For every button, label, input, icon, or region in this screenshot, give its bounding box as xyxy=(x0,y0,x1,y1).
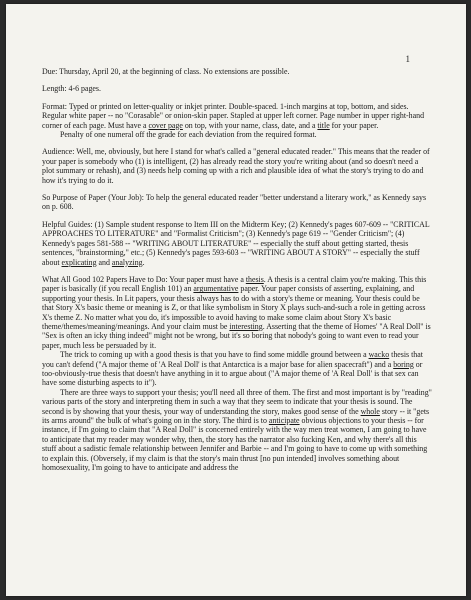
document-page xyxy=(6,4,466,596)
good-text-3: paper. Your paper consists of asserting, explaining, and supporting your thesis. In Lit papers, your thesis always has to do with a story's theme or meaning. Your thesis could be that Story X's basic theme or meaning is Z, or that like symbolism in Story X plays such-and-such a role in getting across X's theme Z. No matter what you do, it's impossible to avoid having to make some claim about Story X's basic theme/themes/meaning/meanings. And your claim must be xyxy=(42,284,426,331)
support-underline-whole: whole xyxy=(360,406,380,416)
good-underline-argumentative: argumentative xyxy=(193,284,239,294)
format-text-2: on top, with your name, class, date, and a xyxy=(182,120,318,130)
due-line: Due: Thursday, April 20, at the beginning of class. No extensions are possible. xyxy=(42,67,290,76)
support-underline-anticipate: anticipate xyxy=(268,416,300,425)
audience-paragraph: Audience: Well, me, obviously, but here I stand for what's called a "general educated reader." This means that the reader of your paper is somebody who (1) is intelligent, (2) has already read the story you're writing about (and so doesn't need a plot summary or rehash), and (3) needs help coming up with a rich and plausible idea of what the story's trying to do and how it's trying to do it. xyxy=(42,147,430,185)
support-text-1: There are three ways to support your thesis; you'll need all three of them. The first and most important is by "reading" various parts of the story and interpreting them in such a way that they seem to indicate that your thesis is sound. The second is by showing that your thesis, your way of understanding the story, makes good sense of the xyxy=(42,387,432,416)
trick-text-2: thesis that you can't defend ("A major theme of 'A Real Doll' is that Antarctica is a major base for alien spacecraft") and a xyxy=(42,350,423,369)
format-text-3: for your paper. xyxy=(329,120,379,130)
document-body xyxy=(42,67,432,472)
trick-underline-wacko: wacko xyxy=(368,350,390,360)
format-underline-cover-page: cover page xyxy=(148,120,183,130)
good-underline-thesis: thesis xyxy=(245,274,264,284)
good-text-2: . A thesis is a central claim you're making. This this paper is basically (if you recall English 101) an xyxy=(42,274,427,294)
good-text-4: . Asserting that the theme of Homes' "A Real Doll" is "Sex is often an icky thing indeed" might not be wrong, but it's so boring that nobody's going to want even to read your paper, much less be persuaded by it. xyxy=(42,321,431,350)
guides-text-3: . xyxy=(142,257,145,267)
trick-underline-boring: boring xyxy=(393,359,414,369)
support-text-2: story -- it "gets its arms around" the bulk of what's going on in the story. The third is to xyxy=(42,406,430,425)
good-papers-paragraph xyxy=(42,275,432,350)
trick-paragraph xyxy=(42,350,432,388)
format-underline-title: title xyxy=(317,120,330,130)
good-text-1: What All Good 102 Papers Have to Do: Your paper must have a xyxy=(42,274,246,284)
trick-text-1: The trick to coming up with a good thesis is that you have to find some middle ground between a xyxy=(60,350,369,360)
page-number: 1 xyxy=(405,54,410,64)
format-paragraph xyxy=(42,102,432,130)
guides-underline-analyzing: analyzing xyxy=(111,257,143,267)
support-paragraph xyxy=(42,388,432,473)
support-text-3: obvious objections to your thesis -- for instance, if I'm going to claim that "A Real Doll" is concerned entirely with the way men treat women, I am going to have to anticipate that my reader may wonder why, then, the story has the narrator also fucking Ken, and why there's all this stuff about a sadistic female relationship between Jennifer and Barbie -- and I'm going to have to come up with something to explain this. (Obversely, if my claim is that the story's main thrust [no pun intended] involves something about homosexuality, I'm going to have to anticipate and address the xyxy=(42,416,428,473)
guides-text-2: and xyxy=(96,257,112,267)
format-text-1: Format: Typed or printed on letter-quality or inkjet printer. Double-spaced. 1-inch margins at top, bottom, and sides. Regular white paper -- no "Corasable" or onion-skin paper. Stapled at upper left corner. Page number in upper right-hand corner of each page. Must have a xyxy=(42,101,425,130)
length-line: Length: 4-6 pages. xyxy=(42,84,101,94)
guides-paragraph xyxy=(42,220,432,267)
guides-text-1: Helpful Guides: (1) Sample student response to Item III on the Midterm Key; (2) Kennedy's pages 607-609 -- "CRITICAL APPROACHES TO LITERATURE" and "Formalist Criticism"; (3) Kennedy's page 619 -- "Gender Criticism"; (4) Kennedy's pages 581-588 -- "WRITING ABOUT LITERATURE" -- especially the stuff about getting started, thesis sentences, "brainstorming," etc.; (5) Kennedy's pages 593-603 -- "WRITING ABOUT A STORY" -- especially the stuff about xyxy=(42,219,430,267)
good-underline-interesting: interesting xyxy=(229,321,263,331)
purpose-paragraph: So Purpose of Paper (Your Job): To help the general educated reader "better understand a literary work," as Kennedy says on p. 608. xyxy=(42,193,427,212)
trick-text-3: or too-obviously-true thesis that doesn't have anything in it to argue about ("A major theme of 'A Real Doll' is that sex can have some disturbing aspects to it"). xyxy=(42,359,423,388)
penalty-line: Penalty of one numeral off the grade for each deviation from the required format. xyxy=(60,130,317,140)
guides-underline-explicating: explicating xyxy=(61,257,97,267)
